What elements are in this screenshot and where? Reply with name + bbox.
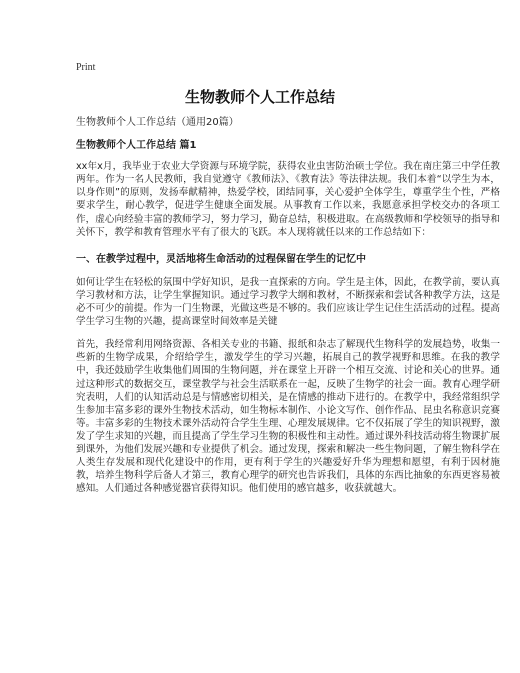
intro-paragraph: xx年x月，我毕业于农业大学资源与环境学院，获得农业虫害防治硕士学位。我在南庄第三中学任教两年。作为一名人民教师，我自觉遵守《教师法》、《教育法》等法律法规。我们本着“以学生为本，以身作则”的原则，发扬奉献精神，热爱学校，团结同事，关心爱护全体学生，尊重学生个性，严格要求学生，耐心教学，促进学生健康全面发展。从事教育工作以来，我愿意承担学校交办的各项工作，虚心向经验丰富的教师学习，努力学习，勤奋总结，积极进取。在高级教师和学校领导的指导和关怀下，教学和教育管理水平有了很大的飞跃。本人现将就任以来的工作总结如下： (76, 161, 500, 238)
section-paragraph-1: 如何让学生在轻松的氛围中学好知识，是我一直探索的方向。学生是主体，因此，在教学前，要认真学习教材和方法，让学生掌握知识。通过学习教学大纲和教材，不断探索和尝试各种教学方法，这是必不可少的前提。作为一门生物课，光做这些是不够的。我们应该让学生记住生活活动的过程。提高学生学习生物的兴趣，提高课堂时间效率是关键 (76, 276, 500, 328)
section-paragraph-2: 首先，我经常利用网络资源、各相关专业的书籍、报纸和杂志了解现代生物科学的发展趋势，收集一些新的生物学成果，介绍给学生，激发学生的学习兴趣，拓展自己的教学视野和思维。在我的教学中，我还鼓励学生收集他们周围的生物问题，并在课堂上开辟一个相互交流、讨论和关心的世界。通过这种形式的数据交互，课堂教学与社会生活联系在一起，反映了生物学的社会一面。教育心理学研究表明，人们的认知活动总是与情感密切相关，是在情感的推动下进行的。在教学中，我经常组织学生参加丰富多彩的课外生物技术活动，如生物标本制作、小论文写作、创作作品、昆虫名称意识竞赛等。丰富多彩的生物技术课外活动符合学生生理、心理发展规律。它不仅拓展了学生的知识视野，激发了学生求知的兴趣，而且提高了学生学习生物的积极性和主动性。通过课外科技活动将生物课扩展到课外，为他们发展兴趣和专业提供了机会。通过发现，探索和解决一些生物问题，了解生物科学在人类生存发展和现代化建设中的作用，更有利于学生的兴趣爱好升华为理想和愿望，有利于因材施教，培养生物科学后备人才第三，教育心理学的研究也告诉我们，具体的东西比抽象的东西更容易被感知。人们通过各种感觉器官获得知识。他们使用的感官越多，收获就越大。 (76, 339, 500, 495)
section-heading: 一、在教学过程中，灵活地将生命活动的过程保留在学生的记忆中 (76, 253, 366, 265)
document-title: 生物教师个人工作总结 (184, 88, 335, 106)
document-subtitle: 生物教师个人工作总结（通用20篇） (76, 117, 239, 128)
article-heading: 生物教师个人工作总结 篇1 (76, 140, 197, 152)
print-label: Print (76, 62, 96, 73)
document-body (76, 116, 500, 505)
